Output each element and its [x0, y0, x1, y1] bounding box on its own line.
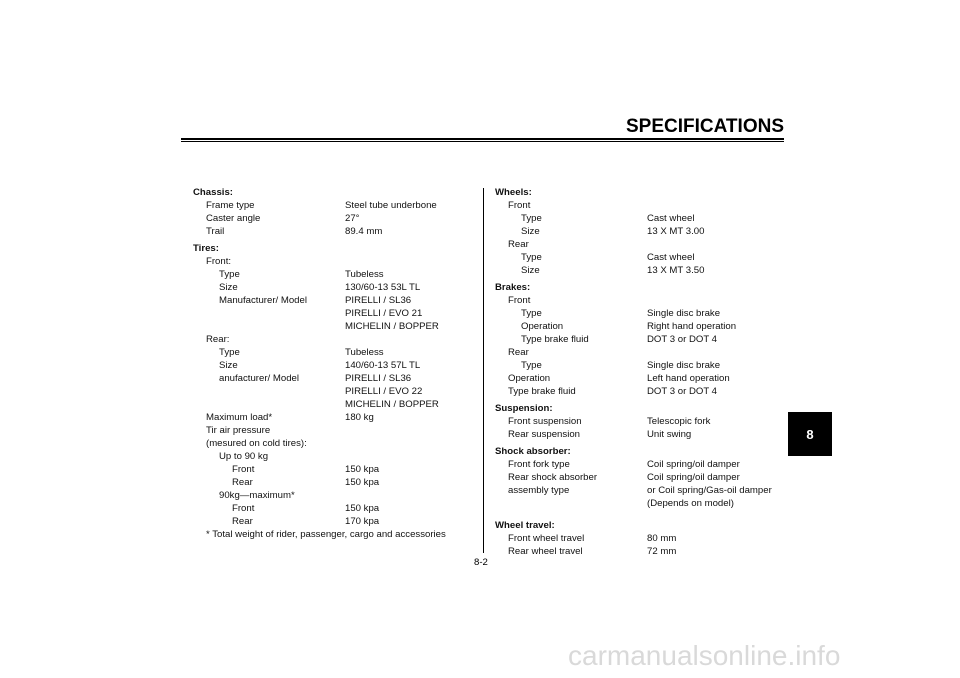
- header-rule-thin: [181, 141, 784, 142]
- header-rule-thick: [181, 138, 784, 140]
- chapter-tab: 8: [788, 412, 832, 456]
- page-title: SPECIFICATIONS: [626, 116, 784, 137]
- column-divider: [483, 188, 484, 553]
- watermark: carmanualsonline.info: [568, 640, 841, 671]
- page-number: 8-2: [474, 557, 488, 568]
